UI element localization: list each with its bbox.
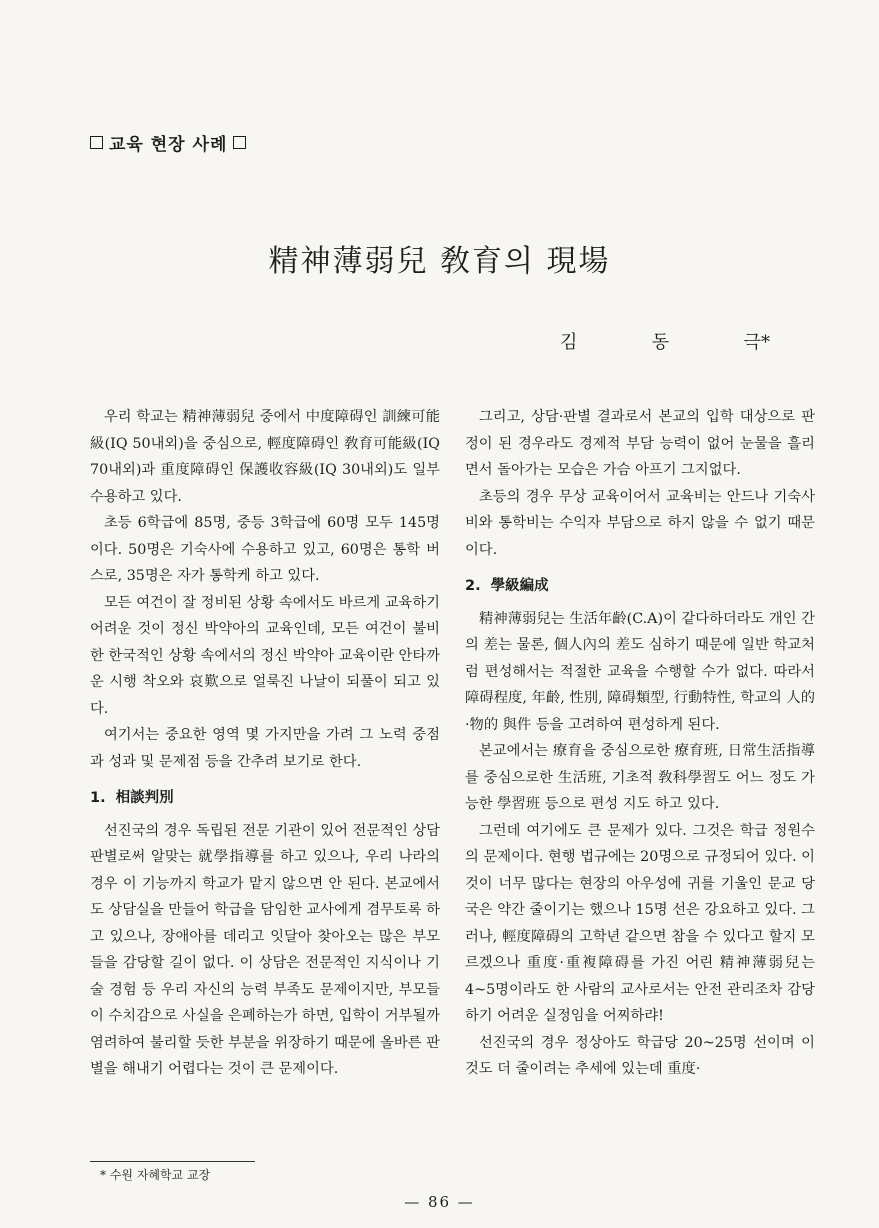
body-paragraph: 초등 6학급에 85명, 중등 3학급에 60명 모두 145명이다. 50명은 기숙사에 수용하고 있고, 60명은 통학 버스로, 35명은 자가 통학케 하고 있다. (90, 515, 440, 584)
section-heading-text: 相談判別 (115, 790, 174, 806)
body-paragraph: 우리 학교는 精神薄弱兒 중에서 中度障碍인 訓練可能級(IQ 50내외)을 중심으로, 輕度障碍인 敎育可能級(IQ 70내외)과 重度障碍인 保護收容級(IQ 30내외)도 일부 수용하고 있다. (90, 409, 440, 505)
author-name-part: 동 (651, 332, 670, 353)
author-name-part: 김 (560, 332, 578, 353)
body-paragraph: 그런데 여기에도 큰 문제가 있다. 그것은 학급 정원수의 문제이다. 현행 법규에는 20명으로 규정되어 있다. 이것이 너무 많다는 현장의 아우성에 귀를 기울인 문교 당국은 약간 줄이기는 했으나 15명 선은 강요하고 있다. 그러나, 輕度障碍의 고학년 같으면 참을 수 있다고 할지 모르겠으나 重度·重複障碍를 가진 어린 精神薄弱兒는 4~5명이라도 한 사람의 교사로서는 안전 관리조차 감당하기 어려운 실정임을 어찌하랴! (465, 822, 815, 1024)
footnote-divider (90, 1161, 255, 1162)
footnote: * 수원 자혜학교 교장 (100, 1168, 211, 1182)
right-column (465, 404, 815, 1083)
page-number: — 86 — (404, 1193, 475, 1211)
body-paragraph: 그리고, 상담·판별 결과로서 본교의 입학 대상으로 판정이 된 경우라도 경제적 부담 능력이 없어 눈물을 흘리면서 돌아가는 모습은 가슴 아프기 그지없다. (465, 409, 815, 478)
article-title: 精神薄弱兒 敎育의 現場 (268, 244, 611, 279)
body-paragraph: 본교에서는 療育을 중심으로한 療育班, 日常生活指導를 중심으로한 生活班, 기초적 敎科學習도 어느 정도 가능한 學習班 등으로 편성 지도 하고 있다. (465, 743, 815, 812)
square-bracket-icon (90, 136, 103, 149)
body-paragraph: 선진국의 경우 정상아도 학급당 20~25명 선이며 이것도 더 줄이려는 추세에 있는데 重度· (465, 1034, 815, 1077)
body-paragraph: 모든 여건이 잘 정비된 상황 속에서도 바르게 교육하기 어려운 것이 정신 박약아의 교육인데, 모든 여건이 불비한 한국적인 상황 속에서의 정신 박약아 교육이란 안타까운 시행 착오와 哀歎으로 얼룩진 나날이 되풀이 되고 있다. (90, 594, 440, 717)
left-column (90, 404, 440, 1083)
section-number: 2. (465, 578, 481, 594)
section-heading-text: 學級編成 (490, 578, 549, 594)
section-heading (90, 785, 440, 812)
section-number: 1. (90, 790, 106, 806)
body-paragraph: 여기서는 중요한 영역 몇 가지만을 가려 그 노력 중점과 성과 및 문제점 등을 간추려 보기로 한다. (90, 727, 440, 770)
section-heading (465, 573, 815, 600)
author-name (560, 328, 770, 354)
body-paragraph: 선진국의 경우 독립된 전문 기관이 있어 전문적인 상담 판별로써 알맞는 就學指導를 하고 있으나, 우리 나라의 경우 이 기능까지 학교가 맡지 않으면 안 된다. 본교에서도 상담실을 만들어 학급을 담임한 교사에게 겸무토록 하고 있으나, 장애아를 데리고 잇달아 찾아오는 많은 부모들을 감당할 길이 없다. 이 상담은 전문적인 지식이나 기술 경험 등 우리 자신의 능력 부족도 문제이지만, 부모들이 수치감으로 사실을 은폐하는가 하면, 입학이 거부될까 염려하여 불리할 듯한 부분을 위장하기 때문에 올바른 판별을 해내기 어렵다는 것이 큰 문제이다. (90, 822, 440, 1077)
body-paragraph: 초등의 경우 무상 교육이어서 교육비는 안드나 기숙사비와 통학비는 수익자 부담으로 하지 않을 수 없기 때문이다. (465, 488, 815, 558)
section-tag (90, 130, 246, 155)
section-tag-label: 교육 현장 사례 (109, 135, 228, 155)
square-bracket-icon (233, 136, 246, 149)
author-name-part: 극* (743, 332, 770, 353)
body-paragraph: 精神薄弱兒는 生活年齡(C.A)이 같다하더라도 개인 간의 差는 물론, 個人內의 差도 심하기 때문에 일반 학교처럼 편성해서는 적절한 교육을 수행할 수가 없다. 따라서 障碍程度, 年齡, 性別, 障碍類型, 行動特性, 학교의 人的·物的 與件 등을 고려하여 편성하게 된다. (465, 610, 815, 733)
